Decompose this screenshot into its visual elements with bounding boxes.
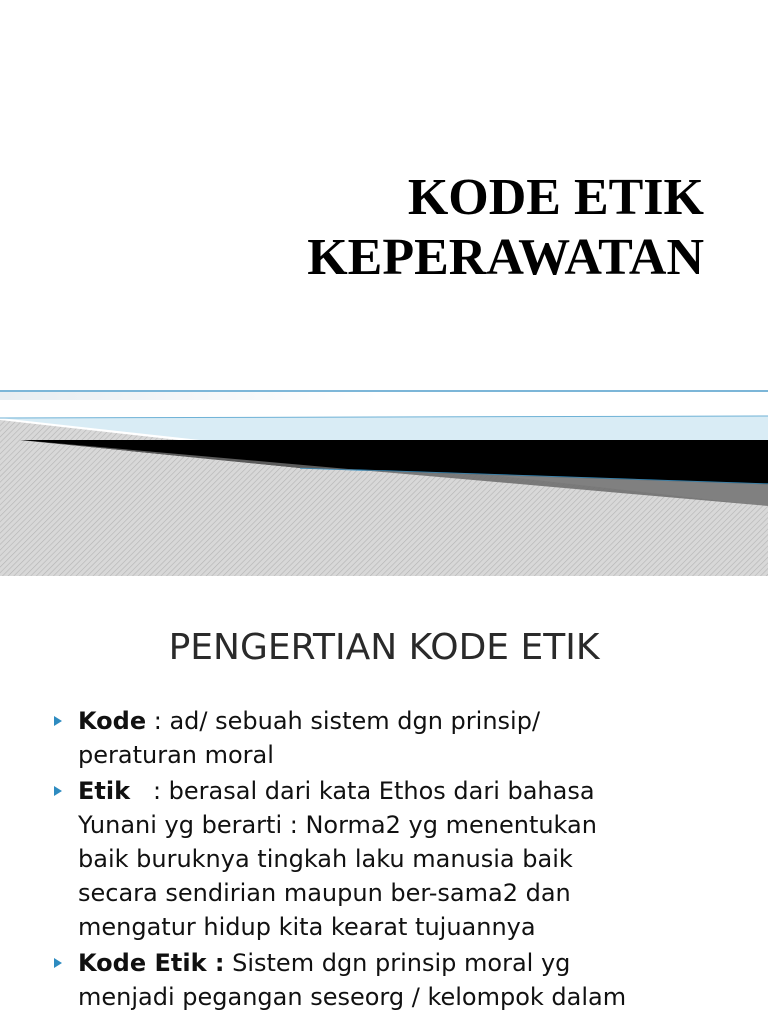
bullet-line <box>78 946 754 980</box>
definition-text: Yunani yg berarti : Norma2 yg menentukan <box>78 811 597 839</box>
term-label: Etik <box>78 777 131 805</box>
definition-text: peraturan moral <box>78 741 274 769</box>
list-item-etik <box>54 774 754 944</box>
definition-text: Sistem dgn prinsip moral yg <box>224 949 571 977</box>
term-label: Kode <box>78 707 147 735</box>
list-item-kode <box>54 704 754 772</box>
bullet-arrow-icon <box>54 786 62 796</box>
definition-text: baik buruknya tingkah laku manusia baik <box>78 845 573 873</box>
bullet-arrow-icon <box>54 958 62 968</box>
definition-text: : berasal dari kata Ethos dari bahasa <box>130 777 595 805</box>
slide-title <box>307 168 704 288</box>
definition-text: secara sendirian maupun ber-sama2 dan <box>78 879 571 907</box>
definition-text: : ad/ sebuah sistem dgn prinsip/ <box>146 707 541 735</box>
definition-text: mengatur hidup kita kearat tujuannya <box>78 913 536 941</box>
definition-text: menjadi pegangan seseorg / kelompok dalam <box>78 983 627 1011</box>
bullet-line <box>78 704 754 738</box>
bullet-arrow-icon <box>54 716 62 726</box>
title-line-2: KEPERAWATAN <box>307 229 704 286</box>
definition-list <box>54 704 754 1016</box>
title-line-1: KODE ETIK <box>407 169 704 226</box>
content-slide <box>0 576 768 1024</box>
term-label: Kode Etik : <box>78 949 225 977</box>
section-heading: PENGERTIAN KODE ETIK <box>168 627 600 668</box>
bullet-line <box>78 774 754 808</box>
decorative-wave-band <box>0 380 768 576</box>
list-item-kode-etik <box>54 946 754 1014</box>
